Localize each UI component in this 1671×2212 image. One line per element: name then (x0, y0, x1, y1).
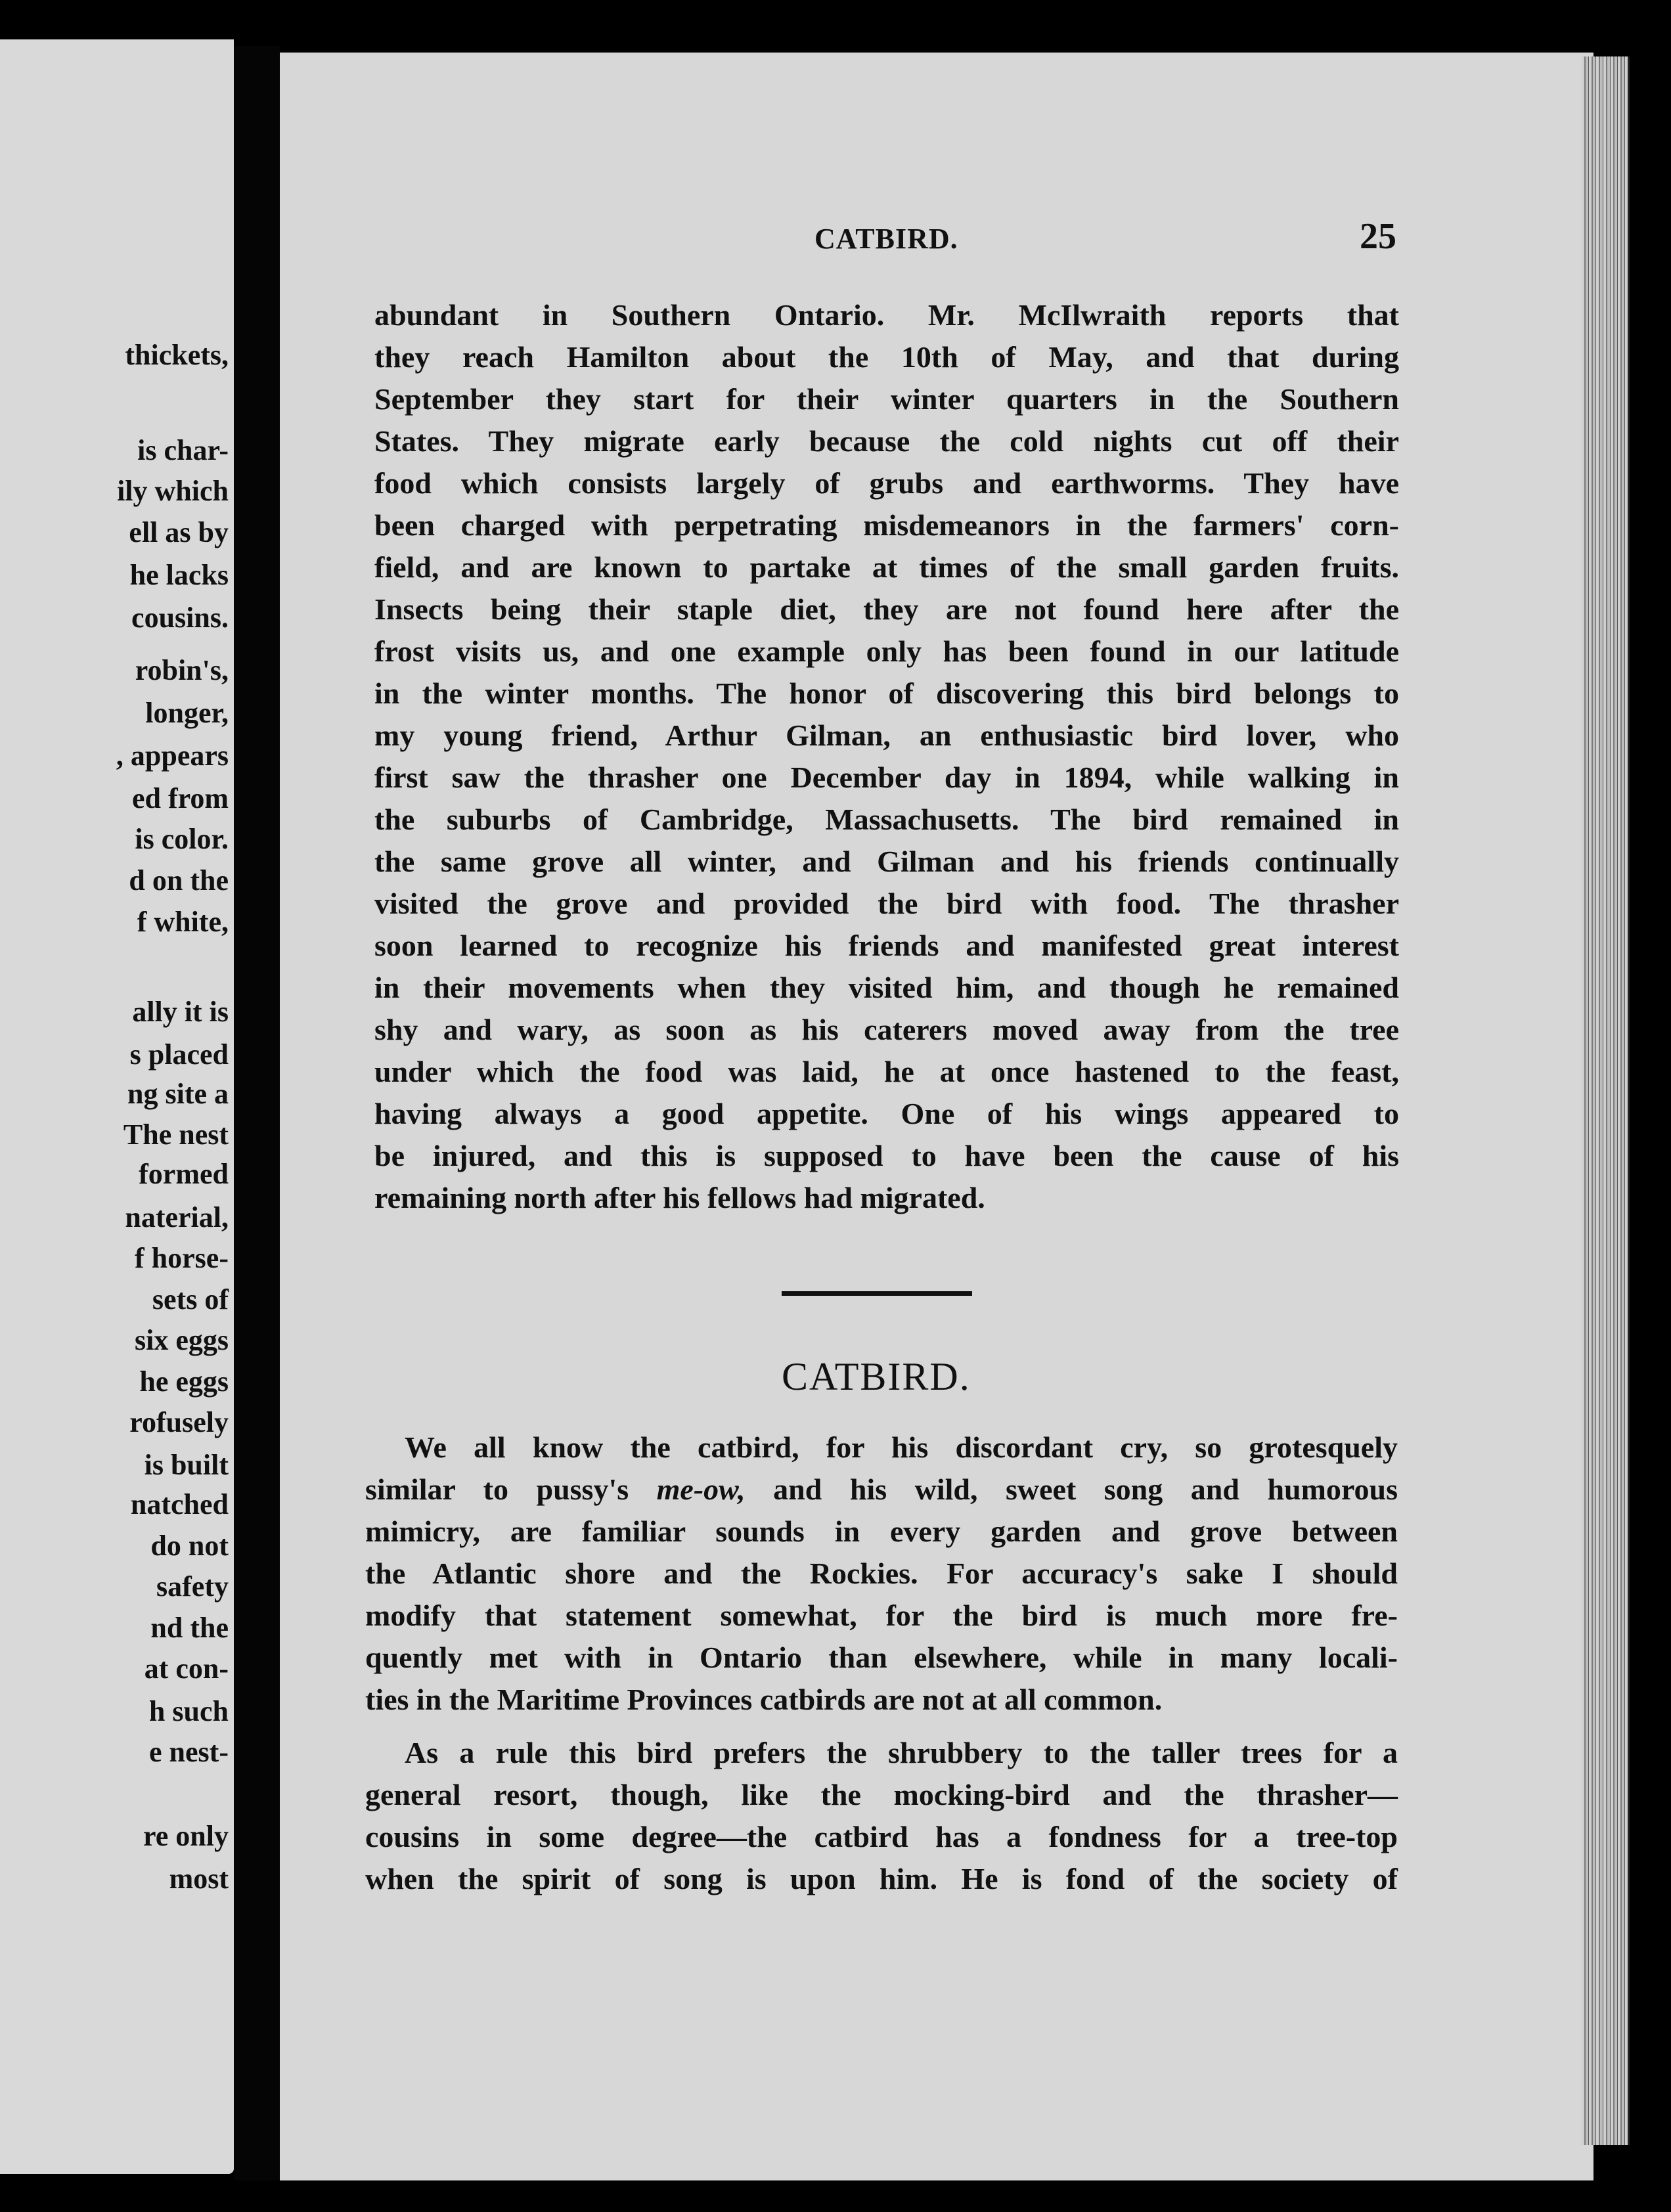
left-page-line: most (169, 1863, 229, 1895)
text-line: in their movements when they visited him, and though he remained (374, 971, 1399, 1004)
left-page-line: he eggs (139, 1365, 229, 1398)
text-line: they reach Hamilton about the 10th of May, and that during (374, 340, 1399, 374)
left-page-line: do not (150, 1530, 229, 1562)
text-line: field, and are known to partake at times of the small garden fruits. (374, 550, 1399, 584)
left-page-line: h such (148, 1695, 229, 1727)
left-page-line: nd the (150, 1612, 229, 1644)
left-page-line: six eggs (135, 1324, 229, 1356)
paragraph-1 (374, 294, 1399, 1219)
page-number: 25 (1360, 216, 1396, 257)
text-line: be injured, and this is supposed to have been the cause of his (374, 1139, 1399, 1172)
left-page-line: re only (143, 1820, 229, 1852)
left-page-line: is built (144, 1449, 229, 1481)
text-line: abundant in Southern Ontario. Mr. McIlwraith reports that (374, 298, 1399, 332)
paragraph-2-rest (365, 1511, 1398, 1721)
running-head: CATBIRD. (814, 223, 958, 255)
left-page-line: f horse- (135, 1242, 229, 1274)
left-page-line: f white, (137, 906, 229, 938)
left-page-line: sets of (152, 1283, 229, 1316)
text-line: remaining north after his fellows had migrated. (374, 1181, 985, 1214)
italic-text: me-ow, (656, 1472, 746, 1506)
text-line: September they start for their winter quarters in the Southern (374, 382, 1399, 416)
text-line: shy and wary, as soon as his caterers moved away from the tree (374, 1013, 1399, 1046)
text-line: the Atlantic shore and the Rockies. For accuracy's sake I should (365, 1557, 1398, 1590)
text-line: We all know the catbird, for his discordant cry, so grotesquely (405, 1430, 1398, 1464)
text-line: As a rule this bird prefers the shrubbery to the taller trees for a (405, 1736, 1398, 1769)
left-page-line: at con- (144, 1652, 229, 1685)
text-line: first saw the thrasher one December day in 1894, while walking in (374, 761, 1399, 794)
section-rule (782, 1291, 972, 1296)
paragraph-2 (365, 1427, 1398, 1721)
text-line: mimicry, are familiar sounds in every garden and grove between (365, 1515, 1398, 1548)
left-page-line: e nest- (149, 1736, 229, 1768)
left-page-line: ell as by (129, 516, 229, 548)
left-page-line: ally it is (132, 996, 229, 1028)
left-page-line: naterial, (125, 1201, 229, 1233)
text-span: similar to pussy's (365, 1472, 657, 1506)
left-page-line: , appears (116, 740, 229, 772)
left-page-line: formed (139, 1158, 229, 1190)
text-line: having always a good appetite. One of his wings appeared to (374, 1097, 1399, 1130)
paragraph-3 (365, 1732, 1398, 1900)
left-page-line: thickets, (125, 339, 229, 371)
text-line: my young friend, Arthur Gilman, an enthusiastic bird lover, who (374, 719, 1399, 752)
left-page-line: The nest (123, 1118, 229, 1151)
text-line: the same grove all winter, and Gilman and his friends continually (374, 845, 1399, 878)
text-line: modify that statement somewhat, for the bird is much more fre- (365, 1599, 1398, 1632)
left-page-line: he lacks (129, 559, 229, 591)
text-line: visited the grove and provided the bird with food. The thrasher (374, 887, 1399, 920)
page-edges (1582, 56, 1630, 2145)
left-page-line: ily which (117, 475, 229, 507)
text-line: Insects being their staple diet, they are not found here after the (374, 592, 1399, 626)
left-page-line: cousins. (131, 602, 229, 634)
text-line: under which the food was laid, he at once hastened to the feast, (374, 1055, 1399, 1088)
left-page-line: d on the (129, 864, 229, 896)
left-page-line: s placed (129, 1038, 229, 1071)
left-page-line: ed from (131, 782, 229, 814)
section-title: CATBIRD. (782, 1355, 971, 1398)
left-page-line: longer, (145, 697, 229, 729)
text-line: soon learned to recognize his friends and manifested great interest (374, 929, 1399, 962)
text-line (365, 1469, 1398, 1511)
text-line: ties in the Maritime Provinces catbirds are not at all common. (365, 1683, 1163, 1716)
book-gutter (234, 46, 280, 2180)
left-page-line: safety (156, 1570, 229, 1603)
text-line: States. They migrate early because the cold nights cut off their (374, 424, 1399, 458)
left-page-line: rofusely (129, 1406, 229, 1438)
text-line: the suburbs of Cambridge, Massachusetts. The bird remained in (374, 803, 1399, 836)
text-span: and his wild, sweet song and humorous (745, 1472, 1398, 1506)
left-page-line: is char- (137, 434, 229, 466)
text-line: when the spirit of song is upon him. He is fond of the society of (365, 1862, 1398, 1895)
text-line: quently met with in Ontario than elsewhere, while in many locali- (365, 1641, 1398, 1674)
text-line: food which consists largely of grubs and earthworms. They have (374, 466, 1399, 500)
text-line: been charged with perpetrating misdemeanors in the farmers' corn- (374, 508, 1399, 542)
left-page-line: ng site a (127, 1078, 229, 1110)
left-page-line: natched (130, 1488, 229, 1520)
text-line: general resort, though, like the mocking-bird and the thrasher— (365, 1778, 1398, 1811)
text-line: in the winter months. The honor of discovering this bird belongs to (374, 676, 1399, 710)
left-page-line: is color. (135, 823, 229, 855)
text-line: frost visits us, and one example only has been found in our latitude (374, 634, 1399, 668)
left-page (0, 39, 234, 2174)
left-page-line: robin's, (135, 654, 229, 686)
text-line: cousins in some degree—the catbird has a fondness for a tree-top (365, 1820, 1398, 1853)
